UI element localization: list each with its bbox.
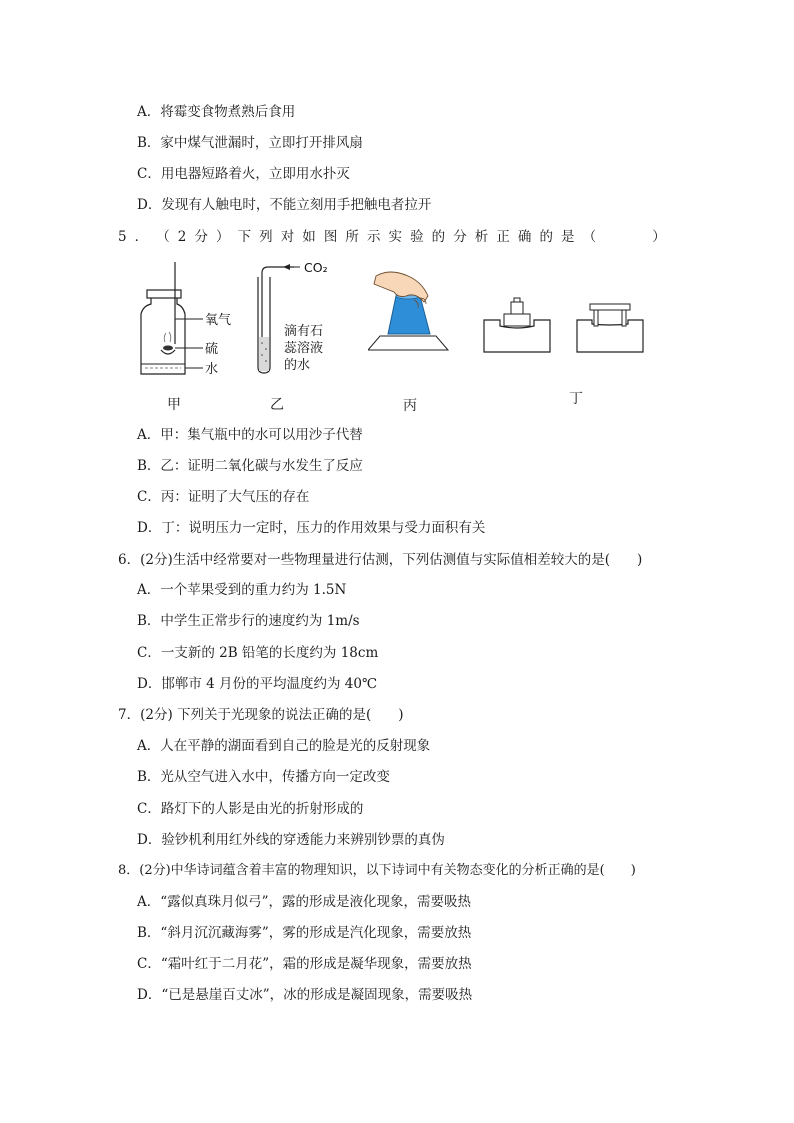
q4-option-d: D．发现有人触电时，不能立刻用手把触电者拉开 bbox=[137, 197, 432, 213]
caption-yi: 乙 bbox=[270, 397, 284, 413]
q6-option-d: D．邯郸市 4 月份的平均温度约为 40℃ bbox=[137, 676, 378, 692]
figure-jia bbox=[135, 262, 245, 382]
jia-label-water: 水 bbox=[205, 362, 219, 377]
q8-option-b: B．“斜月沉沉藏海雾”，雾的形成是汽化现象，需要放热 bbox=[137, 925, 472, 941]
figure-ding bbox=[480, 290, 650, 355]
yi-label-line1: 滴有石 bbox=[284, 324, 324, 339]
yi-label-line2: 蕊溶液 bbox=[284, 341, 324, 356]
caption-jia: 甲 bbox=[167, 397, 181, 413]
q7-option-b: B．光从空气进入水中，传播方向一定改变 bbox=[137, 769, 390, 785]
jia-label-oxygen: 氧气 bbox=[205, 313, 232, 328]
q6-option-a: A．一个苹果受到的重力约为 1.5N bbox=[137, 582, 347, 598]
q7-stem: 7．(2分) 下列关于光现象的说法正确的是( ) bbox=[118, 707, 404, 723]
q4-option-c: C．用电器短路着火，立即用水扑灭 bbox=[137, 166, 350, 182]
q7-option-a: A．人在平静的湖面看到自己的脸是光的反射现象 bbox=[137, 738, 431, 754]
figure-yi bbox=[250, 255, 350, 380]
q7-option-c: C．路灯下的人影是由光的折射形成的 bbox=[137, 801, 364, 817]
q4-option-b: B．家中煤气泄漏时，立即打开排风扇 bbox=[137, 135, 363, 151]
q8-option-c: C．“霜叶红于二月花”，霜的形成是凝华现象，需要放热 bbox=[137, 956, 472, 972]
q5-option-d: D．丁：说明压力一定时，压力的作用效果与受力面积有关 bbox=[137, 520, 486, 536]
yi-label-line3: 的水 bbox=[284, 358, 311, 373]
caption-bing: 丙 bbox=[403, 398, 417, 414]
yi-gas-label: CO₂ bbox=[304, 260, 328, 275]
q6-option-b: B．中学生正常步行的速度约为 1m/s bbox=[137, 613, 360, 629]
q5-stem: 5 ． （ 2 分 ） 下 列 对 如 图 所 示 实 验 的 分 析 正 确 的 是 （ ） bbox=[118, 229, 666, 245]
q8-stem: 8．(2分)中华诗词蕴含着丰富的物理知识，以下诗词中有关物态变化的分析正确的是( ) bbox=[118, 863, 636, 878]
q5-option-a: A．甲：集气瓶中的水可以用沙子代替 bbox=[137, 427, 363, 443]
q5-option-c: C．丙：证明了大气压的存在 bbox=[137, 489, 310, 505]
q5-option-b: B．乙：证明二氧化碳与水发生了反应 bbox=[137, 458, 363, 474]
q6-option-c: C．一支新的 2B 铅笔的长度约为 18cm bbox=[137, 645, 379, 661]
q6-stem: 6．(2分)生活中经常要对一些物理量进行估测，下列估测值与实际值相差较大的是( ) bbox=[118, 552, 643, 568]
jia-label-sulfur: 硫 bbox=[205, 342, 219, 357]
q4-option-a: A．将霉变食物煮熟后食用 bbox=[137, 104, 296, 120]
figure-bing bbox=[368, 262, 458, 362]
q7-option-d: D．验钞机利用红外线的穿透能力来辨别钞票的真伪 bbox=[137, 832, 445, 848]
q8-option-a: A．“露似真珠月似弓”，露的形成是液化现象，需要吸热 bbox=[137, 894, 472, 910]
caption-ding: 丁 bbox=[569, 391, 583, 407]
q8-option-d: D．“已是悬崖百丈冰”，冰的形成是凝固现象，需要吸热 bbox=[137, 987, 473, 1003]
